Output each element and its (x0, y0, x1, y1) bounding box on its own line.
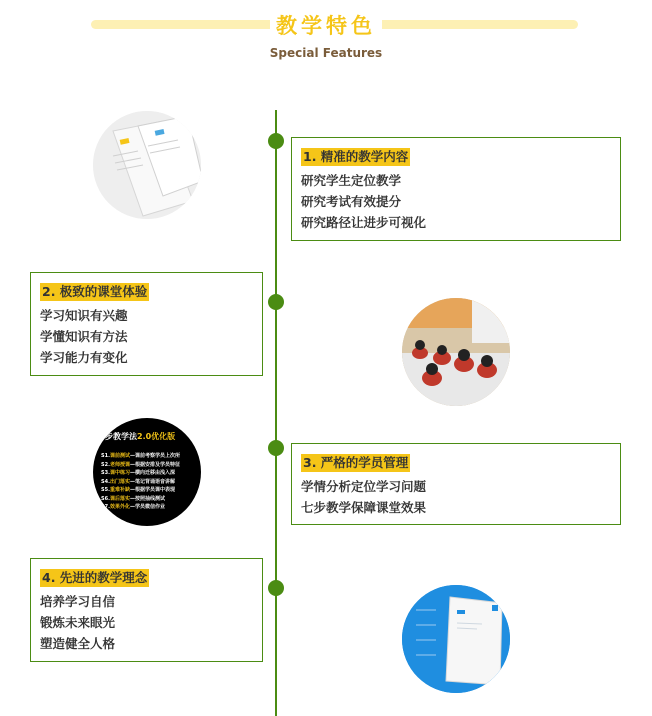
feature-line: 锻炼未来眼光 (40, 615, 116, 630)
feature-line: 学习能力有变化 (40, 350, 128, 365)
books-photo (93, 111, 201, 219)
section-subtitle: Special Features (269, 46, 383, 60)
feature-line: 研究路径让进步可视化 (301, 215, 427, 230)
steps-row: S5.重难补缺—根据学员课中表现 (101, 487, 176, 493)
timeline-dot-3 (268, 440, 284, 456)
feature-card-2 (30, 272, 263, 376)
steps-title: 步教学法2.0优化版 (105, 432, 176, 441)
brochure-illustration (402, 585, 510, 693)
feature-heading: 3. 严格的学员管理 (303, 455, 409, 470)
section-title: 教学特色 (0, 10, 652, 40)
feature-line: 七步教学保障课堂效果 (301, 500, 427, 515)
steps-row: S2.老师授课—根据安排及学员特征 (101, 461, 181, 468)
timeline-dot-4 (268, 580, 284, 596)
steps-row: S3.课中练习—横向迁移由浅入深 (101, 470, 176, 476)
steps-row: S1.课前测试—课前考察学员上次所 (101, 453, 181, 459)
feature-line: 研究考试有效提分 (301, 194, 402, 209)
feature-card-4 (30, 558, 263, 662)
feature-line: 学懂知识有方法 (40, 329, 128, 344)
feature-line: 研究学生定位教学 (301, 173, 402, 188)
brochure-photo (402, 585, 510, 693)
classroom-photo (402, 298, 510, 406)
feature-line: 培养学习自信 (40, 594, 116, 609)
feature-heading: 4. 先进的教学理念 (42, 570, 148, 585)
timeline-line (275, 110, 277, 716)
feature-heading: 2. 极致的课堂体验 (42, 284, 148, 299)
classroom-illustration (402, 298, 510, 406)
feature-card-1 (291, 137, 621, 241)
steps-row: S7.效果外化—学员微信作业 (101, 504, 166, 510)
feature-heading: 1. 精准的教学内容 (303, 149, 409, 164)
steps-list (101, 452, 180, 512)
feature-card-3 (291, 443, 621, 525)
steps-row: S6.课后落实—按照抽线测试 (101, 495, 166, 502)
timeline-dot-2 (268, 294, 284, 310)
timeline-dot-1 (268, 133, 284, 149)
steps-row: S4.出门落实—笔记背诵语音讲解 (101, 478, 176, 485)
feature-line: 学情分析定位学习问题 (301, 479, 427, 494)
teaching-steps-image (93, 418, 201, 526)
feature-line: 学习知识有兴趣 (40, 308, 128, 323)
books-illustration (93, 111, 201, 219)
feature-line: 塑造健全人格 (40, 636, 116, 651)
